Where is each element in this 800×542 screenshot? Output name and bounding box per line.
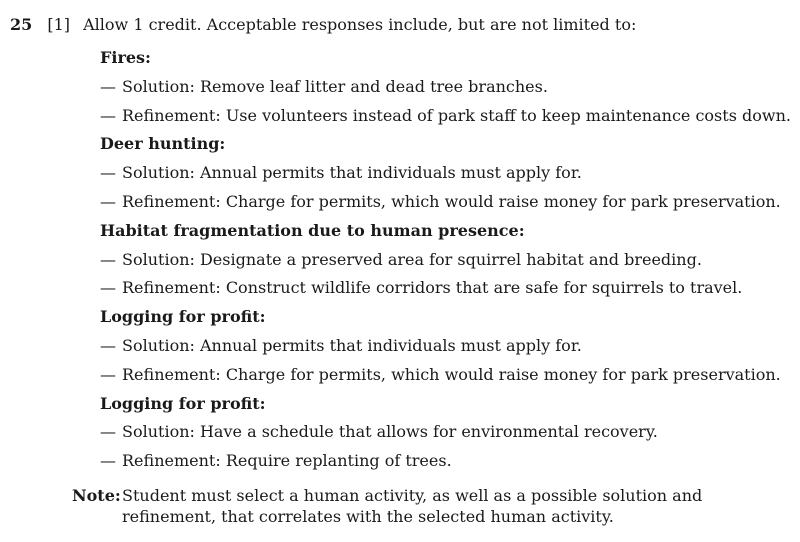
dash-glyph: — <box>100 422 116 442</box>
dash-glyph: — <box>100 163 116 183</box>
dash-glyph: — <box>100 105 116 125</box>
activity-list <box>100 43 790 475</box>
refinement-text: Refinement: Construct wildlife corridors that are safe for squirrels to travel. <box>122 278 743 298</box>
credit-value: [1] <box>47 15 71 34</box>
refinement-line <box>100 446 790 475</box>
refinement-text: Refinement: Require replanting of trees. <box>122 451 452 471</box>
refinement-line <box>100 101 790 130</box>
refinement-line <box>100 187 790 216</box>
activity-heading: Habitat fragmentation due to human presence: <box>100 220 525 240</box>
solution-line <box>100 418 790 447</box>
solution-text: Solution: Annual permits that individuals must apply for. <box>122 335 582 355</box>
solution-text: Solution: Remove leaf litter and dead tree branches. <box>122 76 548 96</box>
solution-text: Solution: Have a schedule that allows for environmental recovery. <box>122 422 658 442</box>
note-text: Student must select a human activity, as well as a possible solution and refinement, that correlates with the selected human activity. <box>122 486 703 526</box>
refinement-text: Refinement: Charge for permits, which would raise money for park preservation. <box>122 364 781 384</box>
activity-block <box>100 129 790 215</box>
activity-block <box>100 389 790 475</box>
refinement-line <box>100 273 790 302</box>
refinement-text: Refinement: Use volunteers instead of park staff to keep maintenance costs down. <box>122 105 791 125</box>
note-label: Note: <box>72 486 121 505</box>
activity-heading: Deer hunting: <box>100 134 226 154</box>
activity-heading: Logging for profit: <box>100 393 266 413</box>
solution-line <box>100 245 790 274</box>
dash-glyph: — <box>100 278 116 298</box>
dash-glyph: — <box>100 451 116 471</box>
solution-text: Solution: Designate a preserved area for squirrel habitat and breeding. <box>122 249 702 269</box>
dash-glyph: — <box>100 335 116 355</box>
dash-glyph: — <box>100 76 116 96</box>
question-instruction: Allow 1 credit. Acceptable responses include, but are not limited to: <box>83 15 637 34</box>
dash-glyph: — <box>100 249 116 269</box>
refinement-text: Refinement: Charge for permits, which would raise money for park preservation. <box>122 191 781 211</box>
activity-block <box>100 43 790 129</box>
activity-block <box>100 302 790 388</box>
solution-line <box>100 331 790 360</box>
solution-line <box>100 72 790 101</box>
solution-line <box>100 158 790 187</box>
activity-heading: Logging for profit: <box>100 307 266 327</box>
refinement-line <box>100 360 790 389</box>
note-block <box>72 485 772 527</box>
activity-heading: Fires: <box>100 48 151 67</box>
dash-glyph: — <box>100 191 116 211</box>
question-header <box>10 14 636 36</box>
activity-block <box>100 216 790 302</box>
dash-glyph: — <box>100 364 116 384</box>
question-number: 25 <box>10 15 33 34</box>
solution-text: Solution: Annual permits that individuals must apply for. <box>122 163 582 183</box>
